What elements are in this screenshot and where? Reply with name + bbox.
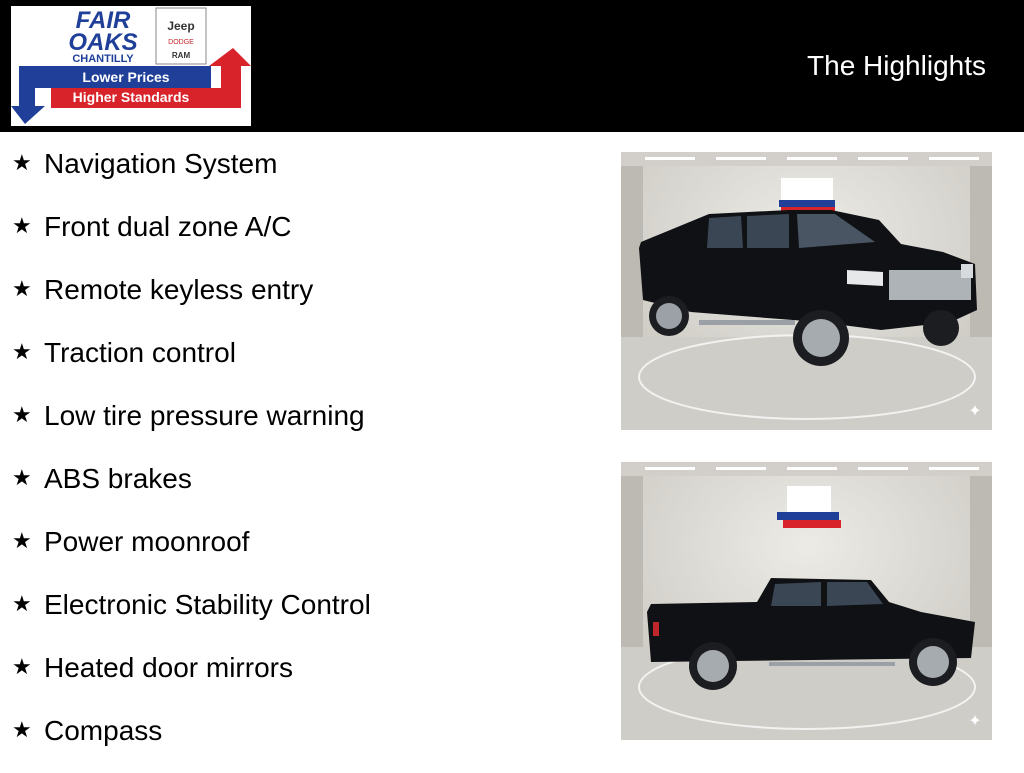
sparkle-icon: ✦ — [968, 401, 982, 420]
star-icon: ★ — [12, 465, 32, 490]
logo-location: CHANTILLY — [72, 53, 134, 65]
star-icon: ★ — [12, 150, 32, 175]
list-item — [12, 521, 371, 584]
list-item — [12, 332, 371, 395]
page-title: The Highlights — [807, 50, 986, 81]
header-bar — [0, 0, 1024, 132]
feature-label: Electronic Stability Control — [44, 589, 371, 620]
list-item — [12, 458, 371, 521]
list-item — [12, 269, 371, 332]
feature-label: Heated door mirrors — [44, 652, 293, 683]
list-item — [12, 143, 371, 206]
logo-brand-ram: RAM — [171, 51, 191, 60]
feature-label: Remote keyless entry — [44, 274, 314, 305]
feature-label: Compass — [44, 715, 163, 746]
feature-label: Traction control — [44, 337, 236, 368]
list-item — [12, 710, 371, 773]
vehicle-photo-side[interactable] — [621, 462, 992, 740]
logo-name-line1: FAIR — [75, 7, 131, 34]
feature-label: Front dual zone A/C — [44, 211, 292, 242]
logo-brand-jeep: Jeep — [167, 19, 195, 33]
logo-brand-dodge: DODGE — [168, 39, 194, 46]
logo-slogan-line1: Lower Prices — [82, 69, 170, 85]
feature-label: Power moonroof — [44, 526, 250, 557]
truck-side-profile-photo — [621, 462, 992, 740]
logo-name-line2: OAKS — [68, 29, 138, 56]
star-icon: ★ — [12, 402, 32, 427]
dealer-logo-graphic — [11, 6, 251, 126]
feature-label: Navigation System — [44, 148, 278, 179]
star-icon: ★ — [12, 654, 32, 679]
dealer-logo[interactable] — [11, 6, 251, 126]
star-icon: ★ — [12, 339, 32, 364]
list-item — [12, 206, 371, 269]
logo-slogan-line2: Higher Standards — [72, 89, 190, 105]
star-icon: ★ — [12, 717, 32, 742]
star-icon: ★ — [12, 591, 32, 616]
star-icon: ★ — [12, 528, 32, 553]
vehicle-photo-front[interactable] — [621, 152, 992, 430]
list-item — [12, 584, 371, 647]
features-list — [12, 143, 371, 773]
feature-label: ABS brakes — [44, 463, 192, 494]
list-item — [12, 647, 371, 710]
star-icon: ★ — [12, 213, 32, 238]
star-icon: ★ — [12, 276, 32, 301]
feature-label: Low tire pressure warning — [44, 400, 365, 431]
sparkle-icon: ✦ — [968, 711, 982, 730]
list-item — [12, 395, 371, 458]
truck-front-three-quarter-photo — [621, 152, 992, 430]
